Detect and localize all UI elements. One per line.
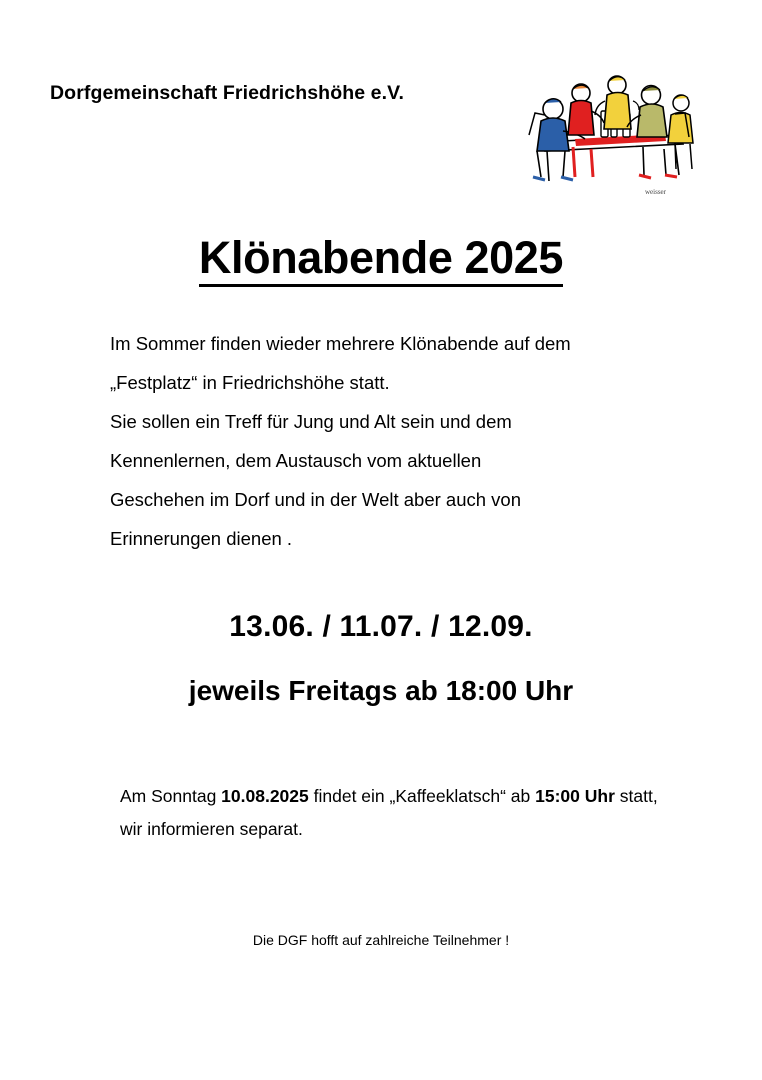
intro-line-5: Geschehen im Dorf und in der Welt aber auch von xyxy=(110,489,521,510)
intro-line-6: Erinnerungen dienen . xyxy=(110,528,293,549)
note-part-3: statt, wir informieren separat. xyxy=(120,786,658,839)
page-title xyxy=(0,232,762,284)
intro-line-4: Kennenlernen, dem Austausch vom aktuellen xyxy=(110,450,482,471)
note-part-2: findet ein „Kaffeeklatsch“ ab xyxy=(308,786,531,806)
event-dates: 13.06. / 11.07. / 12.09. xyxy=(229,610,533,643)
page-title-text: Klönabende 2025 xyxy=(199,232,563,287)
note-time: 15:00 Uhr xyxy=(535,786,615,806)
intro-line-1: Im Sommer finden wieder mehrere Klönabende auf dem xyxy=(110,333,571,354)
intro-paragraph xyxy=(110,324,670,558)
note-date: 10.08.2025 xyxy=(221,786,309,806)
poster-header xyxy=(50,82,722,212)
intro-line-3: Sie sollen ein Treff für Jung und Alt sein und dem xyxy=(110,411,512,432)
additional-note xyxy=(120,780,660,846)
intro-line-2: „Festplatz“ in Friedrichshöhe statt. xyxy=(110,372,390,393)
event-times: jeweils Freitags ab 18:00 Uhr xyxy=(188,675,574,706)
note-part-1: Am Sonntag xyxy=(120,786,222,806)
people-at-table-illustration xyxy=(505,47,705,202)
organization-title: Dorfgemeinschaft Friedrichshöhe e.V. xyxy=(50,82,404,104)
svg-text:weisser: weisser xyxy=(645,188,666,196)
footer-text: Die DGF hofft auf zahlreiche Teilnehmer ! xyxy=(252,932,510,948)
